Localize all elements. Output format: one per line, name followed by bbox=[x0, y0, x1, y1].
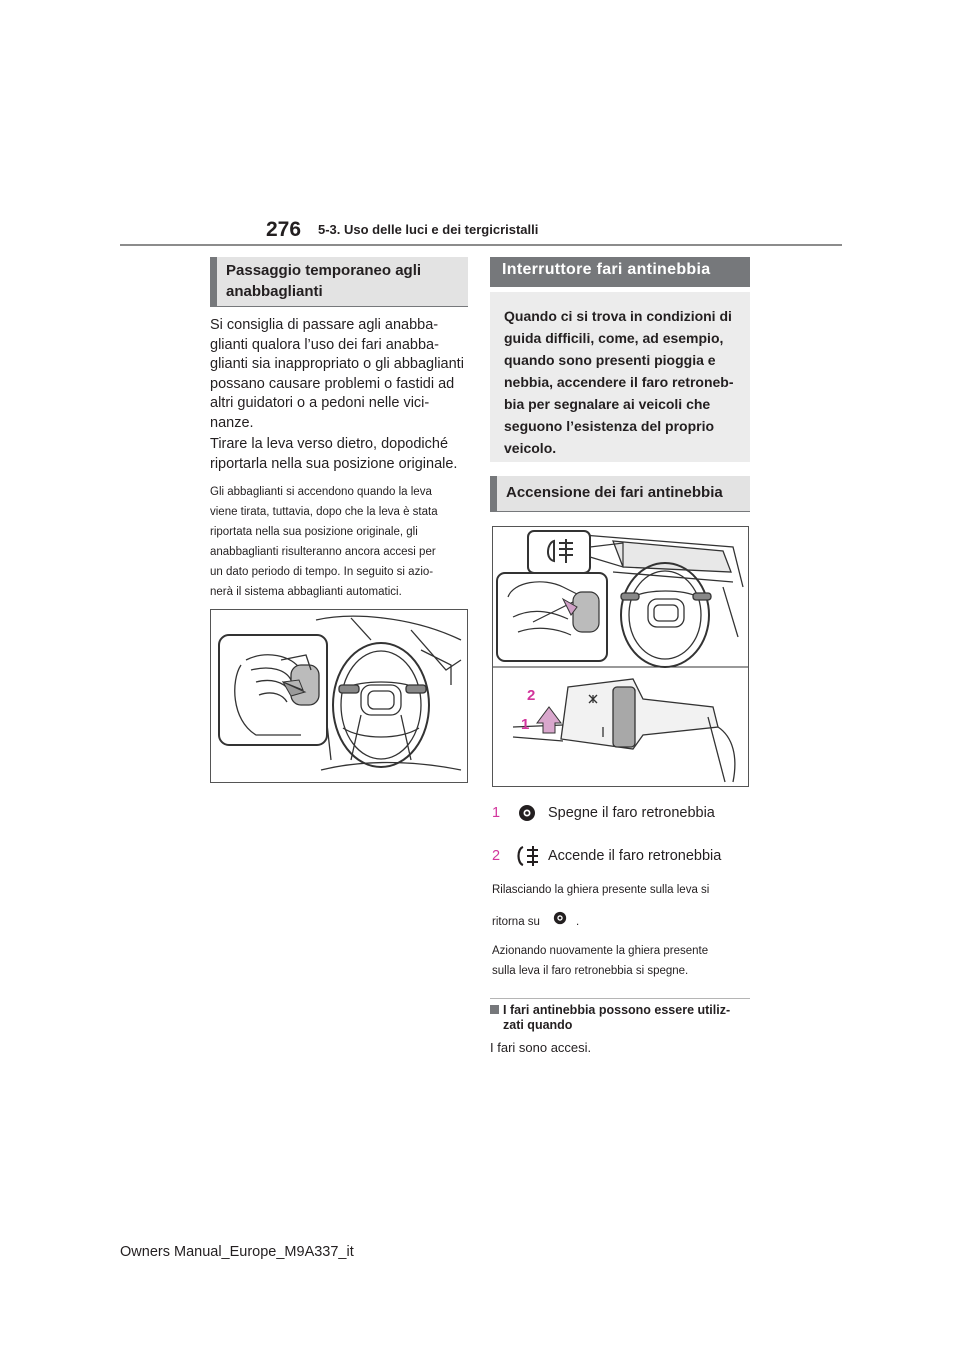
banner-fog-light-switch: Interruttore fari antinebbia bbox=[490, 257, 750, 287]
lever-drawing bbox=[493, 527, 748, 786]
text-line: nebbia, accendere il faro retroneb- bbox=[504, 374, 734, 390]
text-line: riportata nella sua posizione originale, gli bbox=[210, 526, 418, 538]
text-line: Rilasciando la ghiera presente sulla leva si bbox=[492, 884, 710, 896]
text-line: bia per segnalare ai veicoli che bbox=[504, 396, 711, 412]
subheading-rule bbox=[490, 998, 750, 999]
text-line: Quando ci si trova in condizioni di bbox=[504, 308, 732, 324]
text-line: quando sono presenti pioggia e bbox=[504, 352, 716, 368]
heading-line: Passaggio temporaneo agli bbox=[226, 262, 422, 279]
text-line: nerà il sistema abbaglianti automatici. bbox=[210, 586, 402, 598]
text-line: veicolo. bbox=[504, 440, 557, 456]
section-title: 5-3. Uso delle luci e dei tergicristalli bbox=[318, 222, 539, 237]
square-bullet-icon bbox=[490, 1005, 499, 1014]
step-text: Spegne il faro retronebbia bbox=[548, 805, 715, 821]
text-line: Gli abbaglianti si accendono quando la leva bbox=[210, 486, 432, 498]
paragraph-low-beam-advice bbox=[210, 316, 472, 433]
text-fragment: I fari antinebbia possono essere utiliz- bbox=[503, 1003, 731, 1017]
note-release-ring bbox=[492, 880, 754, 935]
page-number: 276 bbox=[266, 218, 302, 241]
illustration-fog-switch bbox=[492, 526, 749, 787]
step-number: 1 bbox=[492, 805, 501, 821]
fog-off-icon bbox=[514, 800, 540, 826]
paragraph-pull-lever bbox=[210, 435, 472, 474]
text-line: sulla leva il faro retronebbia si spegne. bbox=[492, 965, 689, 977]
text-line: Si consiglia di passare agli anabba- bbox=[210, 317, 439, 333]
note-high-beam bbox=[210, 482, 472, 602]
text-line: nanze. bbox=[210, 414, 254, 431]
text-fragment: ritorna su bbox=[492, 915, 540, 928]
text-line bbox=[490, 1003, 730, 1018]
heading-temporary-low-beam bbox=[210, 257, 468, 307]
heading-fog-light-on bbox=[490, 476, 750, 512]
text-line: seguono l’esistenza del proprio bbox=[504, 418, 715, 434]
text-fragment: . bbox=[575, 915, 580, 928]
text-line: glianti qualora l’uso dei fari anabba- bbox=[210, 336, 439, 353]
step-number: 2 bbox=[492, 848, 501, 864]
text-line: Azionando nuovamente la ghiera presente bbox=[492, 945, 709, 957]
step-2 bbox=[492, 843, 721, 869]
callout-1: 1 bbox=[521, 716, 530, 733]
fog-off-icon bbox=[550, 908, 570, 935]
text-line: riportarla nella sua posizione originale. bbox=[210, 455, 458, 472]
intro-fog-light bbox=[490, 292, 750, 462]
subheading-fog-conditions bbox=[490, 1003, 730, 1033]
rear-fog-light-icon bbox=[514, 843, 540, 869]
subheading-body: I fari sono accesi. bbox=[490, 1040, 592, 1055]
callout-2: 2 bbox=[527, 687, 536, 704]
text-line-with-icon bbox=[492, 908, 754, 935]
steering-wheel-drawing bbox=[211, 610, 467, 782]
heading-line: Accensione dei fari antinebbia bbox=[506, 484, 723, 501]
text-line: glianti sia inappropriato o gli abbaglianti bbox=[210, 356, 464, 372]
step-text: Accende il faro retronebbia bbox=[548, 848, 722, 864]
text-line: Tirare la leva verso dietro, dopodiché bbox=[210, 436, 449, 452]
text-line: zati quando bbox=[503, 1018, 573, 1032]
step-1 bbox=[492, 800, 715, 826]
header-rule bbox=[120, 244, 842, 246]
text-line: guida difficili, come, ad esempio, bbox=[504, 330, 724, 346]
note-turn-again bbox=[492, 941, 754, 981]
text-line: altri guidatori o a pedoni nelle vici- bbox=[210, 395, 430, 411]
text-line: un dato periodo di tempo. In seguito si azio- bbox=[210, 566, 434, 578]
text-line: viene tirata, tuttavia, dopo che la leva è stata bbox=[210, 506, 438, 518]
footer-doc-id: Owners Manual_Europe_M9A337_it bbox=[120, 1244, 354, 1260]
text-line: possano causare problemi o fastidi ad bbox=[210, 375, 455, 392]
heading-line: anabbaglianti bbox=[226, 283, 323, 300]
text-line: anabbaglianti risulteranno ancora accesi per bbox=[210, 546, 436, 558]
illustration-lever-pull bbox=[210, 609, 468, 783]
